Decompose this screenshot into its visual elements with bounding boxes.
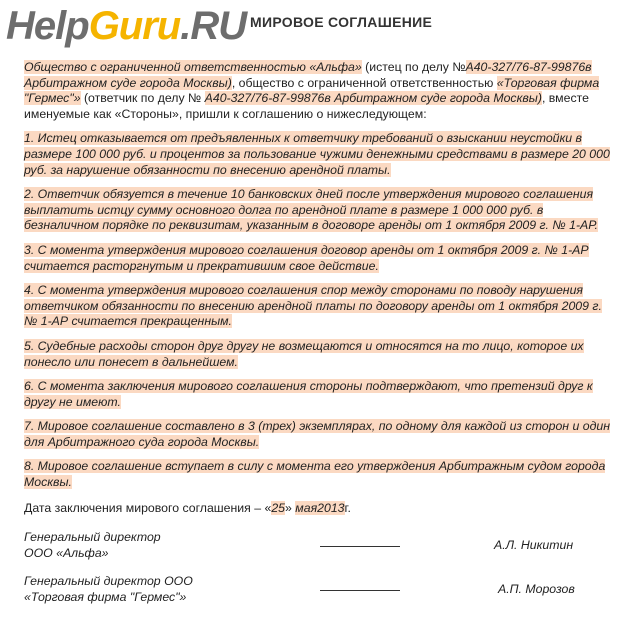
logo-part-help: Help xyxy=(6,4,89,48)
court-2: в Арбитражном суде города Москвы) xyxy=(324,91,542,106)
signer-title: Генеральный директор ООО xyxy=(24,574,193,589)
document-title: МИРОВОЕ СОГЛАШЕНИЕ xyxy=(250,14,433,30)
case-number-2: А40-327/76-87-99876 xyxy=(204,91,325,106)
clause-text: 4. С момента утверждения мирового соглашения спор между сторонами по поводу нарушения ответчиком обязанности по внесению арендной платы по договору аренды от 1 октября 2009 г. № 1-АР считается прекращенным. xyxy=(24,283,602,329)
clause-text: 7. Мировое соглашение составлено в 3 (трех) экземплярах, по одному для каждой из сторон и один для Арбитражного суда города Москвы. xyxy=(24,419,610,449)
signature-line xyxy=(320,546,400,547)
date-suffix: г. xyxy=(344,500,351,515)
date-month: мая xyxy=(295,500,318,515)
signer-company: ООО «Альфа» xyxy=(24,545,109,560)
defendant-text: (ответчик по делу № xyxy=(80,91,205,106)
clause-5 xyxy=(24,339,614,370)
also-text: , общество с ограниченной ответственностью xyxy=(231,75,497,90)
signer-company: «Торговая фирма "Гермес"» xyxy=(24,589,187,604)
agreement-date xyxy=(24,501,614,517)
intro-ending: , вместе именуемые как «Стороны», пришли к соглашению о нижеследующем: xyxy=(24,91,589,121)
site-logo[interactable] xyxy=(6,0,246,52)
date-mid: » xyxy=(285,500,296,515)
date-year: 2013 xyxy=(317,500,345,515)
clause-1 xyxy=(24,131,614,178)
date-day: 25 xyxy=(271,500,286,515)
clause-text: 5. Судебные расходы сторон друг другу не возмещаются и относятся на то лицо, которое их понесло или понесет в дальнейшем. xyxy=(24,338,584,369)
clause-8 xyxy=(24,459,614,490)
clause-3 xyxy=(24,243,614,274)
clause-2 xyxy=(24,187,614,234)
date-prefix: Дата заключения мирового соглашения – « xyxy=(24,500,272,515)
clause-text: 3. С момента утверждения мирового соглашения договор аренды от 1 октября 2009 г. № 1-АР считается расторгнутым и прекратившим свое действие. xyxy=(24,242,589,273)
plaintiff-text: (истец по делу № xyxy=(361,60,466,74)
signer-title: Генеральный директор xyxy=(24,530,161,545)
signature-line xyxy=(320,590,400,591)
signature-block-2 xyxy=(24,574,614,610)
logo-part-ru: .RU xyxy=(180,4,247,48)
clause-4 xyxy=(24,283,614,330)
signature-block-1 xyxy=(24,530,614,566)
clause-7 xyxy=(24,419,614,450)
company2-name: «Торговая фирма "Гермес"» xyxy=(24,75,600,106)
signer-name: А.Л. Никитин xyxy=(494,538,574,553)
case-number-1: А40-327/76-87-99876 xyxy=(465,60,586,74)
court-1: в Арбитражном суде города Москвы) xyxy=(24,60,592,90)
clause-text: 1. Истец отказывается от предъявленных к ответчику требований о взыскании неустойки в размере 100 000 руб. и процентов за пользование чужими денежными средствами в размере 20 000 руб. за нарушение обязанности по внесению арендной платы. xyxy=(24,131,610,177)
company1-name: Общество с ограниченной ответственностью «Альфа» xyxy=(24,60,362,74)
signer-name: А.П. Морозов xyxy=(498,582,575,597)
intro-paragraph xyxy=(24,60,614,122)
clause-text: 8. Мировое соглашение вступает в силу с момента его утверждения Арбитражным судом города Москвы. xyxy=(24,459,606,490)
clause-6 xyxy=(24,379,614,410)
clause-text: 6. С момента заключения мирового соглашения стороны подтверждают, что претензий друг к другу не имеют. xyxy=(24,379,593,409)
logo-part-guru: Guru xyxy=(88,4,181,48)
document-body xyxy=(24,60,614,618)
clause-text: 2. Ответчик обязуется в течение 10 банковских дней после утверждения мирового соглашения выплатить истцу сумму основного долга по арендной плате в размере 1 000 000 руб. в безналичном порядке по реквизитам, указанным в договоре аренды от 1 октября 2009 г. № 1-АР. xyxy=(24,187,598,233)
